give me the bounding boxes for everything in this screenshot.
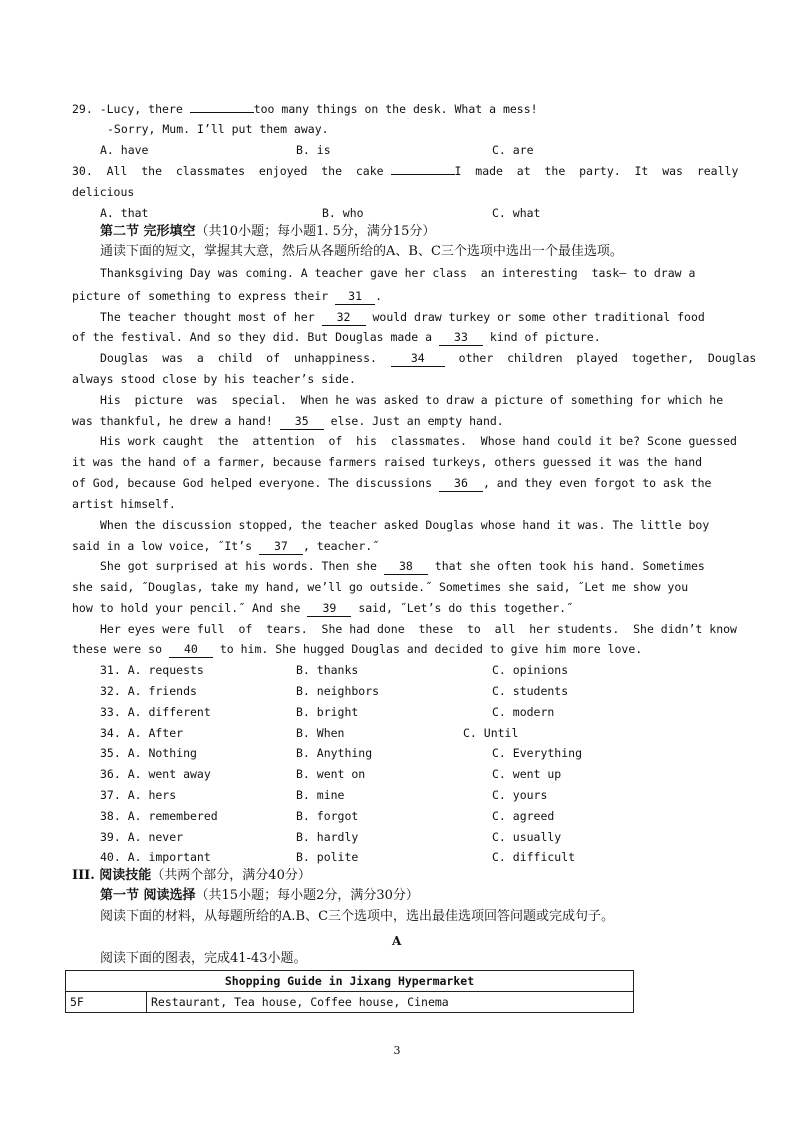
passage-letter-a: A <box>392 934 402 948</box>
passage-line: of the festival. And so they did. But Douglas made a 33 kind of picture. <box>72 330 601 344</box>
q30-blank <box>391 174 455 175</box>
passage-line: The teacher thought most of her 32 would draw turkey or some other traditional food <box>100 310 705 324</box>
passage-line: artist himself. <box>72 497 176 511</box>
option-row-36-a: 36. A. went away <box>100 767 211 781</box>
q29-blank <box>190 112 254 113</box>
option-row-36-c: C. went up <box>492 767 562 781</box>
blank-40: 40 <box>169 641 213 658</box>
option-row-33-a: 33. A. different <box>100 705 211 719</box>
passage-line: Her eyes were full of tears. She had done these to all her students. She didn’t know <box>100 622 737 636</box>
q30-option-a: A. that <box>100 206 149 220</box>
table-row <box>66 992 634 1013</box>
floor-description-cell: Restaurant, Tea house, Coffee house, Cinema <box>147 992 634 1013</box>
shopping-guide-table <box>65 970 634 1013</box>
passage-line: His picture was special. When he was asked to draw a picture of something for which he <box>100 393 724 407</box>
table-title: Shopping Guide in Jixang Hypermarket <box>66 971 634 992</box>
q29-stem: 29. -Lucy, there too many things on the desk. What a mess! <box>72 102 538 116</box>
table-row <box>66 971 634 992</box>
option-row-37-c: C. yours <box>492 788 548 802</box>
passage-line: it was the hand of a farmer, because farmers raised turkeys, others guessed it was the hand <box>72 455 703 469</box>
option-row-35-c: C. Everything <box>492 746 583 760</box>
option-row-35-a: 35. A. Nothing <box>100 746 197 760</box>
option-row-34-b: B. When <box>296 726 345 740</box>
blank-39: 39 <box>307 600 351 617</box>
option-row-35-b: B. Anything <box>296 746 373 760</box>
blank-32: 32 <box>322 309 366 326</box>
option-row-38-a: 38. A. remembered <box>100 809 218 823</box>
q29-option-a: A. have <box>100 143 149 157</box>
passage-line: she said, ˝Douglas, take my hand, we’ll go outside.˝ Sometimes she said, ˝Let me show you <box>72 580 689 594</box>
part3-heading: III. 阅读技能（共两个部分，满分40分） <box>72 868 311 883</box>
passage-line: of God, because God helped everyone. The discussions 36 , and they even forgot to ask the <box>72 476 712 490</box>
part3-instruction: 阅读下面的材料，从每题所给的A.B、C三个选项中，选出最佳选项回答问题或完成句子。 <box>100 909 615 924</box>
option-row-32-b: B. neighbors <box>296 684 380 698</box>
passage-line: said in a low voice, ˝It’s 37 , teacher.˝ <box>72 539 380 553</box>
q29-reply: -Sorry, Mum. I’ll put them away. <box>107 122 329 136</box>
passage-line: always stood close by his teacher’s side. <box>72 372 356 386</box>
blank-33: 33 <box>439 329 483 346</box>
option-row-38-b: B. forgot <box>296 809 359 823</box>
option-row-31-b: B. thanks <box>296 663 359 677</box>
option-row-34-a: 34. A. After <box>100 726 184 740</box>
option-row-39-c: C. usually <box>492 830 562 844</box>
floor-cell: 5F <box>66 992 147 1013</box>
passage-line: Douglas was a child of unhappiness. 34 other children played together, Douglas <box>100 351 757 365</box>
blank-31: 31 <box>335 288 375 305</box>
option-row-39-b: B. hardly <box>296 830 359 844</box>
passage-line: these were so 40 to him. She hugged Douglas and decided to give him more love. <box>72 642 643 656</box>
option-row-39-a: 39. A. never <box>100 830 184 844</box>
option-row-40-c: C. difficult <box>492 850 576 864</box>
part3-sub-instruction: 阅读下面的图表，完成41-43小题。 <box>100 951 307 966</box>
passage-line: picture of something to express their 31 . <box>72 289 383 303</box>
option-row-37-b: B. mine <box>296 788 345 802</box>
passage-line: She got surprised at his words. Then she 38 that she often took his hand. Sometimes <box>100 559 705 573</box>
passage-line: When the discussion stopped, the teacher asked Douglas whose hand it was. The little boy <box>100 518 710 532</box>
option-row-40-b: B. polite <box>296 850 359 864</box>
option-row-34-c: C. Until <box>463 726 519 740</box>
option-row-33-b: B. bright <box>296 705 359 719</box>
passage-line: how to hold your pencil.˝ And she 39 said, ˝Let’s do this together.˝ <box>72 601 573 615</box>
passage-line: His work caught the attention of his classmates. Whose hand could it be? Scone guessed <box>100 434 737 448</box>
q30-stem: 30. All the classmates enjoyed the cake I made at the party. It was really <box>72 164 739 178</box>
option-row-36-b: B. went on <box>296 767 366 781</box>
blank-35: 35 <box>280 413 324 430</box>
option-row-37-a: 37. A. hers <box>100 788 177 802</box>
option-row-33-c: C. modern <box>492 705 555 719</box>
option-row-32-c: C. students <box>492 684 569 698</box>
passage-line: Thanksgiving Day was coming. A teacher gave her class an interesting task— to draw a <box>100 266 696 280</box>
q29-option-b: B. is <box>296 143 331 157</box>
q30-option-b: B. who <box>322 206 364 220</box>
blank-34: 34 <box>391 350 445 367</box>
q30-option-c: C. what <box>492 206 541 220</box>
passage-line: was thankful, he drew a hand! 35 else. Just an empty hand. <box>72 414 504 428</box>
option-row-32-a: 32. A. friends <box>100 684 197 698</box>
option-row-31-a: 31. A. requests <box>100 663 204 677</box>
part3-section-heading: 第一节 阅读选择（共15小题；每小题2分，满分30分） <box>100 888 419 903</box>
section2-instruction: 通读下面的短文，掌握其大意，然后从各题所给的A、B、C三个选项中选出一个最佳选项。 <box>100 244 623 259</box>
option-row-40-a: 40. A. important <box>100 850 211 864</box>
q30-stem-cont: delicious <box>72 185 135 199</box>
blank-36: 36 <box>439 475 483 492</box>
option-row-31-c: C. opinions <box>492 663 569 677</box>
page-number: 3 <box>393 1044 401 1057</box>
blank-37: 37 <box>259 538 303 555</box>
q29-option-c: C. are <box>492 143 534 157</box>
section2-heading: 第二节 完形填空（共10小题；每小题1. 5分，满分15分） <box>100 224 436 239</box>
option-row-38-c: C. agreed <box>492 809 555 823</box>
blank-38: 38 <box>384 558 428 575</box>
